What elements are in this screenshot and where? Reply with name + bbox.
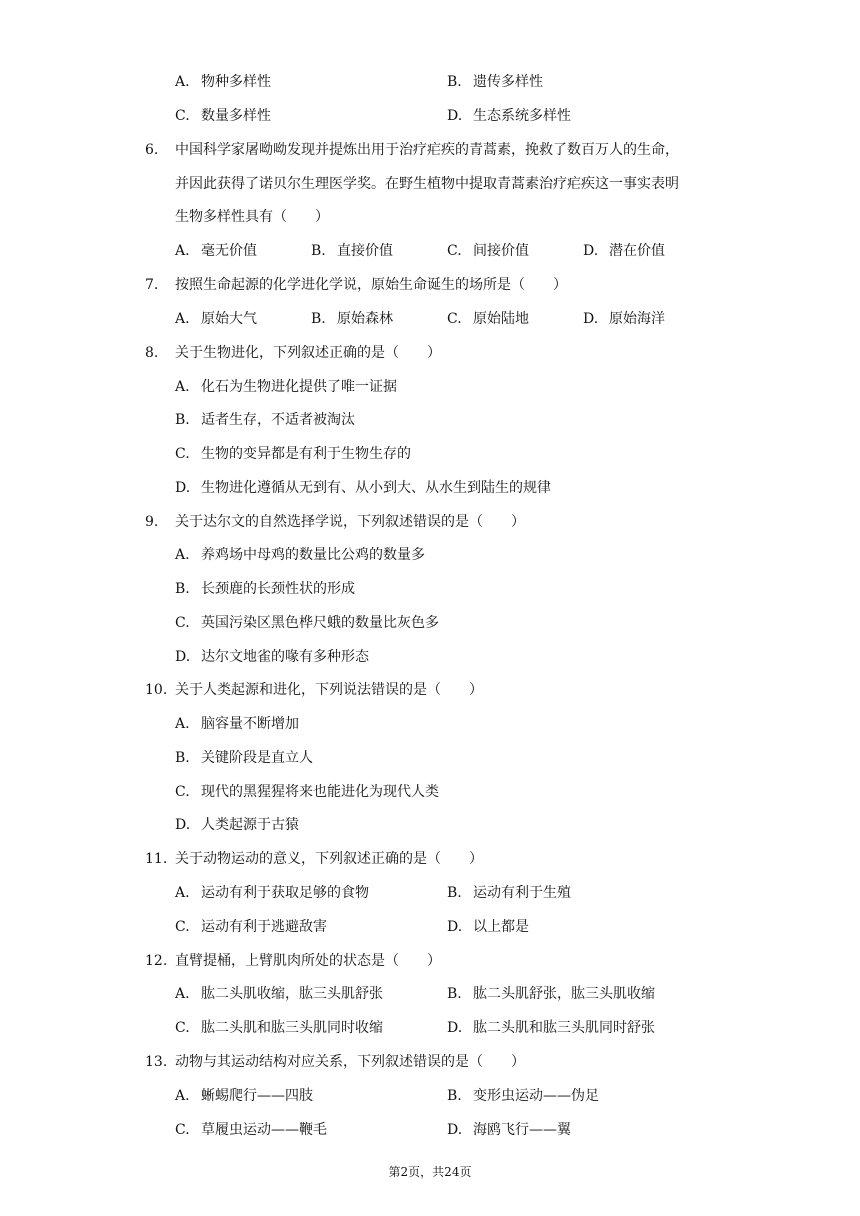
question-stem: 关于达尔文的自然选择学说，下列叙述错误的是（ ）: [175, 514, 525, 530]
option-a: A. 蜥蜴爬行——四肢: [175, 1088, 313, 1104]
option-c: C. 原始陆地: [447, 311, 529, 327]
document-page: A. 物种多样性 B. 遗传多样性 C. 数量多样性 D. 生态系统多样性 6. 中国科学家屠呦呦发现并提炼出用于治疗疟疾的青蒿素，挽救了数百万人的生命， 并因此获得了诺贝尔生理医学奖。在野生植物中提取青蒿素治疗疟疾这一事实表明 生物多样性具有（ ） A. 毫无价值 B. 直接价值 C. 间接价值 D. 潜在价值 7. 按照生命起源的化学进化学说，原始生命诞生的场所是（ ） A. 原始大气 B. 原始森林 C. 原始陆地 D. 原始海洋 8. 关于生物进化，下列叙述正确的是（ ） A. 化石为生物进化提供了唯一证据 B. 适者生存，不适者被淘汰 C. 生物的变异都是有利于生物生存的 D. 生物进化遵循从无到有、从小到大、从水生到陆生的规律 9. 关于达尔文的自然选择学说，下列叙述错误的是（ ） A. 养鸡场中母鸡的数量比公鸡的数量多 B. 长颈鹿的长颈性状的形成 C. 英国污染区黑色桦尺蛾的数量比灰色多 D. 达尔文地雀的喙有多种形态 10. 关于人类起源和进化，下列说法错误的是（ ） A. 脑容量不断增加 B. 关键阶段是直立人 C. 现代的黑猩猩将来也能进化为现代人类 D. 人类起源于古猿 11. 关于动物运动的意义，下列叙述正确的是（ ） A. 运动有利于获取足够的食物 B. 运动有利于生殖 C. 运动有利于逃避敌害 D. 以上都是 12. 直臂提桶，上臂肌肉所处的状态是（ ） A. 肱二头肌收缩，肱三头肌舒张 B. 肱二头肌舒张，肱三头肌收缩 C. 肱二头肌和肱三头肌同时收缩 D. 肱二头肌和肱三头肌同时舒张 13. 动物与其运动结构对应关系，下列叙述错误的是（ ） A. 蜥蜴爬行——四肢 B. 变形虫运动——伪足 C. 草履虫运动——鞭毛 D. 海鸥飞行——翼 第2页，共24页: [0, 0, 860, 1216]
question-stem: 直臂提桶，上臂肌肉所处的状态是（ ）: [175, 953, 441, 969]
option-a: A. 原始大气: [175, 311, 257, 327]
option-a: A. 肱二头肌收缩，肱三头肌舒张: [175, 986, 383, 1002]
question-stem: 并因此获得了诺贝尔生理医学奖。在野生植物中提取青蒿素治疗疟疾这一事实表明: [175, 176, 679, 192]
option-c: C. 肱二头肌和肱三头肌同时收缩: [175, 1020, 383, 1036]
option-b: B. 原始森林: [311, 311, 393, 327]
option-c: C. 数量多样性: [175, 108, 271, 124]
option-b: B. 变形虫运动——伪足: [447, 1088, 599, 1104]
question-number: 9.: [145, 514, 159, 530]
question-number: 6.: [145, 142, 159, 158]
option-c: C. 草履虫运动——鞭毛: [175, 1122, 327, 1138]
question-number: 12.: [145, 953, 168, 969]
option-b: B. 运动有利于生殖: [447, 885, 571, 901]
option-d: D. 肱二头肌和肱三头肌同时舒张: [447, 1020, 655, 1036]
option-b: B. 肱二头肌舒张，肱三头肌收缩: [447, 986, 655, 1002]
option-d: D. 潜在价值: [583, 243, 665, 259]
question-stem: 关于动物运动的意义，下列叙述正确的是（ ）: [175, 851, 483, 867]
option-d: D. 原始海洋: [583, 311, 665, 327]
option-a: A. 毫无价值: [175, 243, 257, 259]
option-b: B. 直接价值: [311, 243, 393, 259]
question-stem: 按照生命起源的化学进化学说，原始生命诞生的场所是（ ）: [175, 277, 567, 293]
option-c: C. 运动有利于逃避敌害: [175, 919, 327, 935]
question-number: 13.: [145, 1054, 168, 1070]
option-c: C. 间接价值: [447, 243, 529, 259]
question-number: 8.: [145, 345, 159, 361]
option-b: B. 遗传多样性: [447, 74, 543, 90]
option-a: A. 物种多样性: [175, 74, 271, 90]
question-stem: 关于生物进化，下列叙述正确的是（ ）: [175, 345, 441, 361]
question-stem: 动物与其运动结构对应关系，下列叙述错误的是（ ）: [175, 1054, 525, 1070]
option-a: A. 运动有利于获取足够的食物: [175, 885, 369, 901]
question-number: 10.: [145, 682, 168, 698]
question-stem: 中国科学家屠呦呦发现并提炼出用于治疗疟疾的青蒿素，挽救了数百万人的生命，: [175, 142, 679, 158]
question-stem: 关于人类起源和进化，下列说法错误的是（ ）: [175, 682, 483, 698]
option-d: D. 以上都是: [447, 919, 529, 935]
option-d: D. 生态系统多样性: [447, 108, 571, 124]
page-footer: 第2页，共24页: [388, 1165, 472, 1179]
question-number: 7.: [145, 277, 159, 293]
question-number: 11.: [145, 851, 168, 867]
option-d: D. 海鸥飞行——翼: [447, 1122, 571, 1138]
question-stem: 生物多样性具有（ ）: [175, 209, 329, 225]
